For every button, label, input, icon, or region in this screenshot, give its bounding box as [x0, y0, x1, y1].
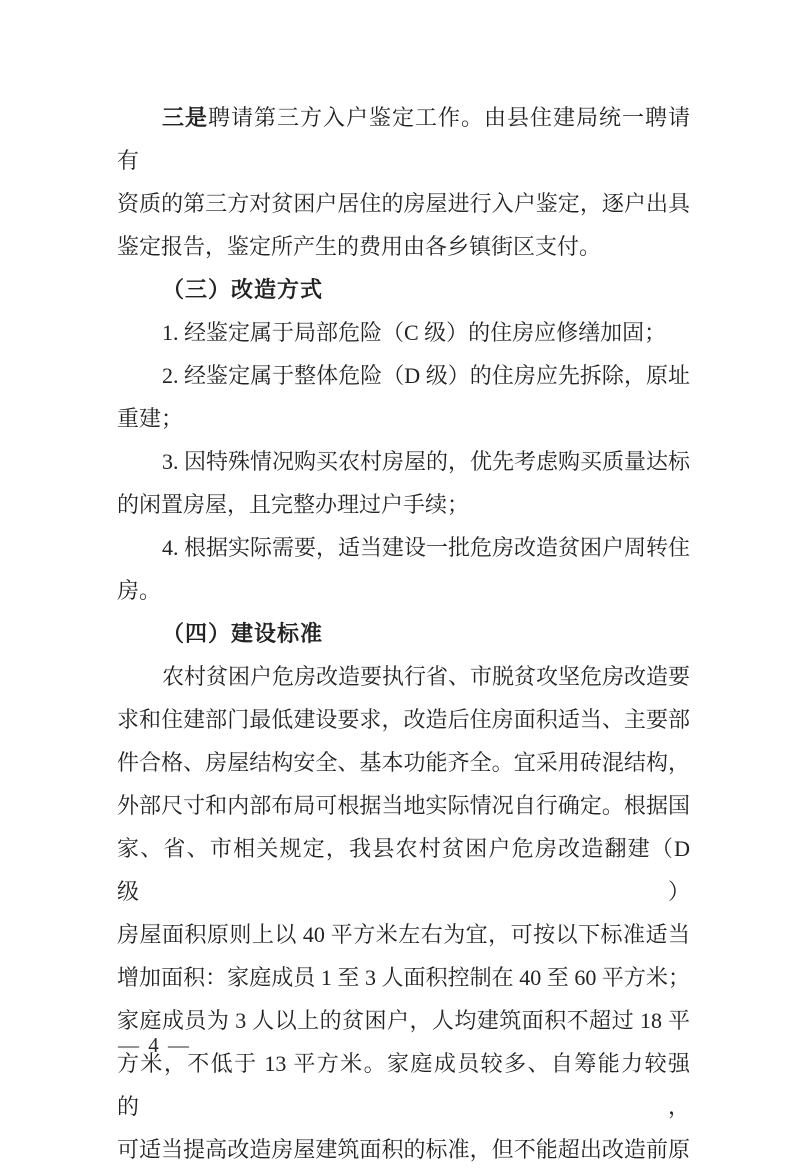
page-number: — 4 — [118, 1033, 191, 1057]
text-line: 三是聘请第三方入户鉴定工作。由县住建局统一聘请有 [117, 105, 690, 173]
text-line: 增加面积：家庭成员 1 至 3 人面积控制在 40 至 60 平方米； [117, 965, 690, 990]
bold-lead-text: 三是 [162, 105, 208, 130]
text-line: 3. 因特殊情况购买农村房屋的，优先考虑购买质量达标 [162, 449, 691, 474]
text-line: 资质的第三方对贫困户居住的房屋进行入户鉴定，逐户出具 [117, 191, 690, 216]
text-line: 2. 经鉴定属于整体危险（D 级）的住房应先拆除，原址 [162, 363, 690, 388]
text-line: 鉴定报告，鉴定所产生的费用由各乡镇街区支付。 [117, 234, 602, 259]
text-line: 农村贫困户危房改造要执行省、市脱贫攻坚危房改造要 [162, 664, 691, 689]
section-heading: （四）建设标准 [162, 621, 324, 646]
text-line: 件合格、房屋结构安全、基本功能齐全。宜采用砖混结构， [117, 750, 690, 775]
text-line: 家、省、市相关规定，我县农村贫困户危房改造翻建（D 级） [117, 836, 690, 904]
text-line: 可适当提高改造房屋建筑面积的标准，但不能超出改造前原 [117, 1137, 690, 1162]
text-line: 求和住建部门最低建设要求，改造后住房面积适当、主要部 [117, 707, 690, 732]
text-line: 4. 根据实际需要，适当建设一批危房改造贫困户周转住 [162, 535, 691, 560]
text-line: 的闲置房屋，且完整办理过户手续； [117, 492, 470, 517]
text-line: 家庭成员为 3 人以上的贫困户，人均建筑面积不超过 18 平 [117, 1008, 690, 1033]
text-line: 重建； [117, 406, 184, 431]
text-line: 1. 经鉴定属于局部危险（C 级）的住房应修缮加固； [162, 320, 667, 345]
document-body [117, 96, 690, 1171]
text-line: 房屋面积原则上以 40 平方米左右为宜，可按以下标准适当 [117, 922, 690, 947]
text-line: 外部尺寸和内部布局可根据当地实际情况自行确定。根据国 [117, 793, 690, 818]
text-line: 方米，不低于 13 平方米。家庭成员较多、自筹能力较强的， [117, 1051, 690, 1119]
section-heading: （三）改造方式 [162, 277, 324, 302]
text-line: 房。 [117, 578, 162, 603]
